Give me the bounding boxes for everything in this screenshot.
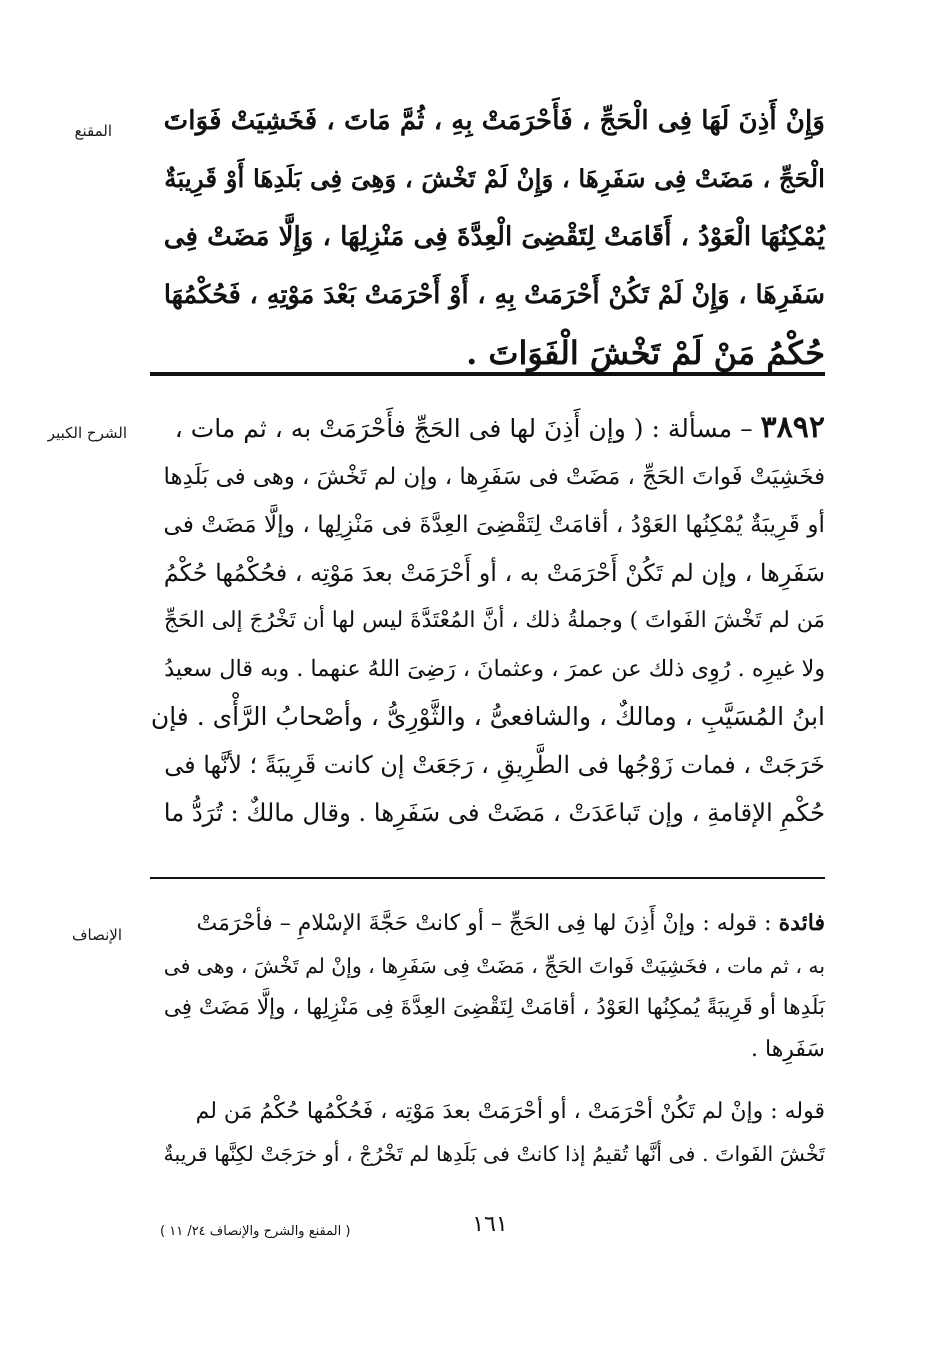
insaf-line: تَخْشَ الفَواتَ . فى أنَّها تُقيمُ إذا كانتْ فى بَلَدِها لم تَخْرُجْ ، أو خرَجَتْ لكِنَّها قريبةٌ [163,1142,825,1166]
sharh-line: خَرَجَتْ ، فمات زَوْجُها فى الطَّرِيقِ ، رَجَعَتْ إن كانت قَرِيبَةً ؛ لأنَّها فى [164,751,825,779]
sharh-line: فخَشِيَتْ فَواتَ الحَجِّ ، مَضَتْ فى سَفَرِها ، وإن لم تَخْشَ ، وهى فى بَلَدِها [163,464,825,490]
insaf-paragraph-2 [150,1091,825,1175]
sharh-text-block [150,404,825,837]
muqni-text-block [150,92,825,382]
muqni-line: الْحَجِّ ، مَضَتْ فِى سَفَرِهَا ، وَإِنْ لَمْ تَخْشَ ، وَهِىَ فِى بَلَدِهَا أَوْ قَرِيبَةٌ [164,164,825,193]
sharh-line: سَفَرِها ، وإن لم تَكُنْ أَحْرَمَتْ به ، أو أَحْرَمَتْ بعدَ مَوْتِه ، فحُكْمُها حُكْمُ [163,559,825,587]
section-label-sharh: الشرح الكبير [47,424,127,442]
insaf-first-line-text: : قوله : وإنْ أَذِنَ لها فِى الحَجِّ – أو كانتْ حَجَّةَ الإسْلامِ – فأحْرَمَتْ [196,911,772,936]
insaf-text-block [150,902,825,1175]
sharh-line: حُكْمِ الإقامةِ ، وإن تَباعَدَتْ ، مَضَتْ فى سَفَرِها . وقال مالكٌ : تُرَدُّ ما [163,798,825,827]
muqni-line: سَفَرِهَا ، وَإِنْ لَمْ تَكُنْ أَحْرَمَتْ بِهِ ، أَوْ أَحْرَمَتْ بَعْدَ مَوْتِهِ ، فَحُكْمُهَا [163,280,825,310]
sharh-first-line-text: – مسألة : ( وإن أَذِنَ لها فى الحَجِّ فأَحْرَمَتْ به ، ثم مات ، [174,414,753,443]
insaf-first-line [150,902,825,945]
muqni-line: يُمْكِنُهَا الْعَوْدُ ، أَقَامَتْ لِتَقْضِىَ الْعِدَّةَ فِى مَنْزِلِهَا ، وَإِلَّا مَضَتْ فِى [163,221,825,252]
muqni-line: حُكْمُ مَنْ لَمْ تَخْشَ الْفَوَاتَ . [466,334,825,372]
insaf-line: به ، ثم مات ، فخَشِيَتْ فَواتَ الحَجِّ ، مَضَتْ فِى سَفَرِها ، وإنْ لم تَخْشَ ، وهى فى [163,954,825,978]
faida-label: فائدة [778,910,825,936]
page-number: ١٦١ [472,1212,508,1237]
sharh-first-line [150,404,825,453]
sharh-line: أو قَرِيبَةٌ يُمْكِنُها العَوْدُ ، أقامَتْ لِتَقْضِىَ العِدَّةَ فى مَنْزِلِها ، وإلَّا مَضَتْ فى [163,511,825,538]
muqni-line: وَإِنْ أَذِنَ لَهَا فِى الْحَجِّ ، فَأَحْرَمَتْ بِهِ ، ثُمَّ مَاتَ ، فَخَشِيَتْ فَوَاتَ [163,105,825,136]
section-divider-thin [150,877,825,879]
insaf-line: قوله : وإنْ لم تَكُنْ أحْرَمَتْ ، أو أحْرَمَتْ بعدَ مَوْتِه ، فَحُكْمُها حُكْمُ مَن لم [195,1099,825,1124]
section-divider-thick [150,372,825,376]
insaf-line: بَلَدِها أو قَرِيبَةً يُمكِنُها العَوْدُ ، أقامَتْ لِتَقْضِىَ العِدَّةَ فِى مَنْزِلِها ، وإلَّا مَضَتْ فِى [163,995,825,1020]
sharh-line: ولا غيرِه . رُوِى ذلك عن عمرَ ، وعثمانَ ، رَضِىَ اللهُ عنهما . وبه قال سعيدُ [164,656,825,682]
sharh-line: مَن لم تَخْشَ الفَواتَ ) وجملةُ ذلك ، أنَّ المُعْتَدَّةَ ليس لها أن تَخْرُجَ إلى الحَجِّ [163,608,825,633]
issue-number: ٣٨٩٢ [760,410,825,445]
insaf-line: سَفَرِها . [751,1037,825,1062]
sharh-line: ابنُ المُسَيَّبِ ، ومالكٌ ، والشافعىُّ ، والثَّوْرِىُّ ، وأصْحابُ الرَّأْى . فإن [150,702,825,731]
section-label-muqni: المقنع [74,122,112,140]
section-label-insaf: الإنصاف [71,926,122,944]
footer-reference: ( المقنع والشرح والإنصاف ٢٤/ ١١ ) [160,1224,351,1239]
